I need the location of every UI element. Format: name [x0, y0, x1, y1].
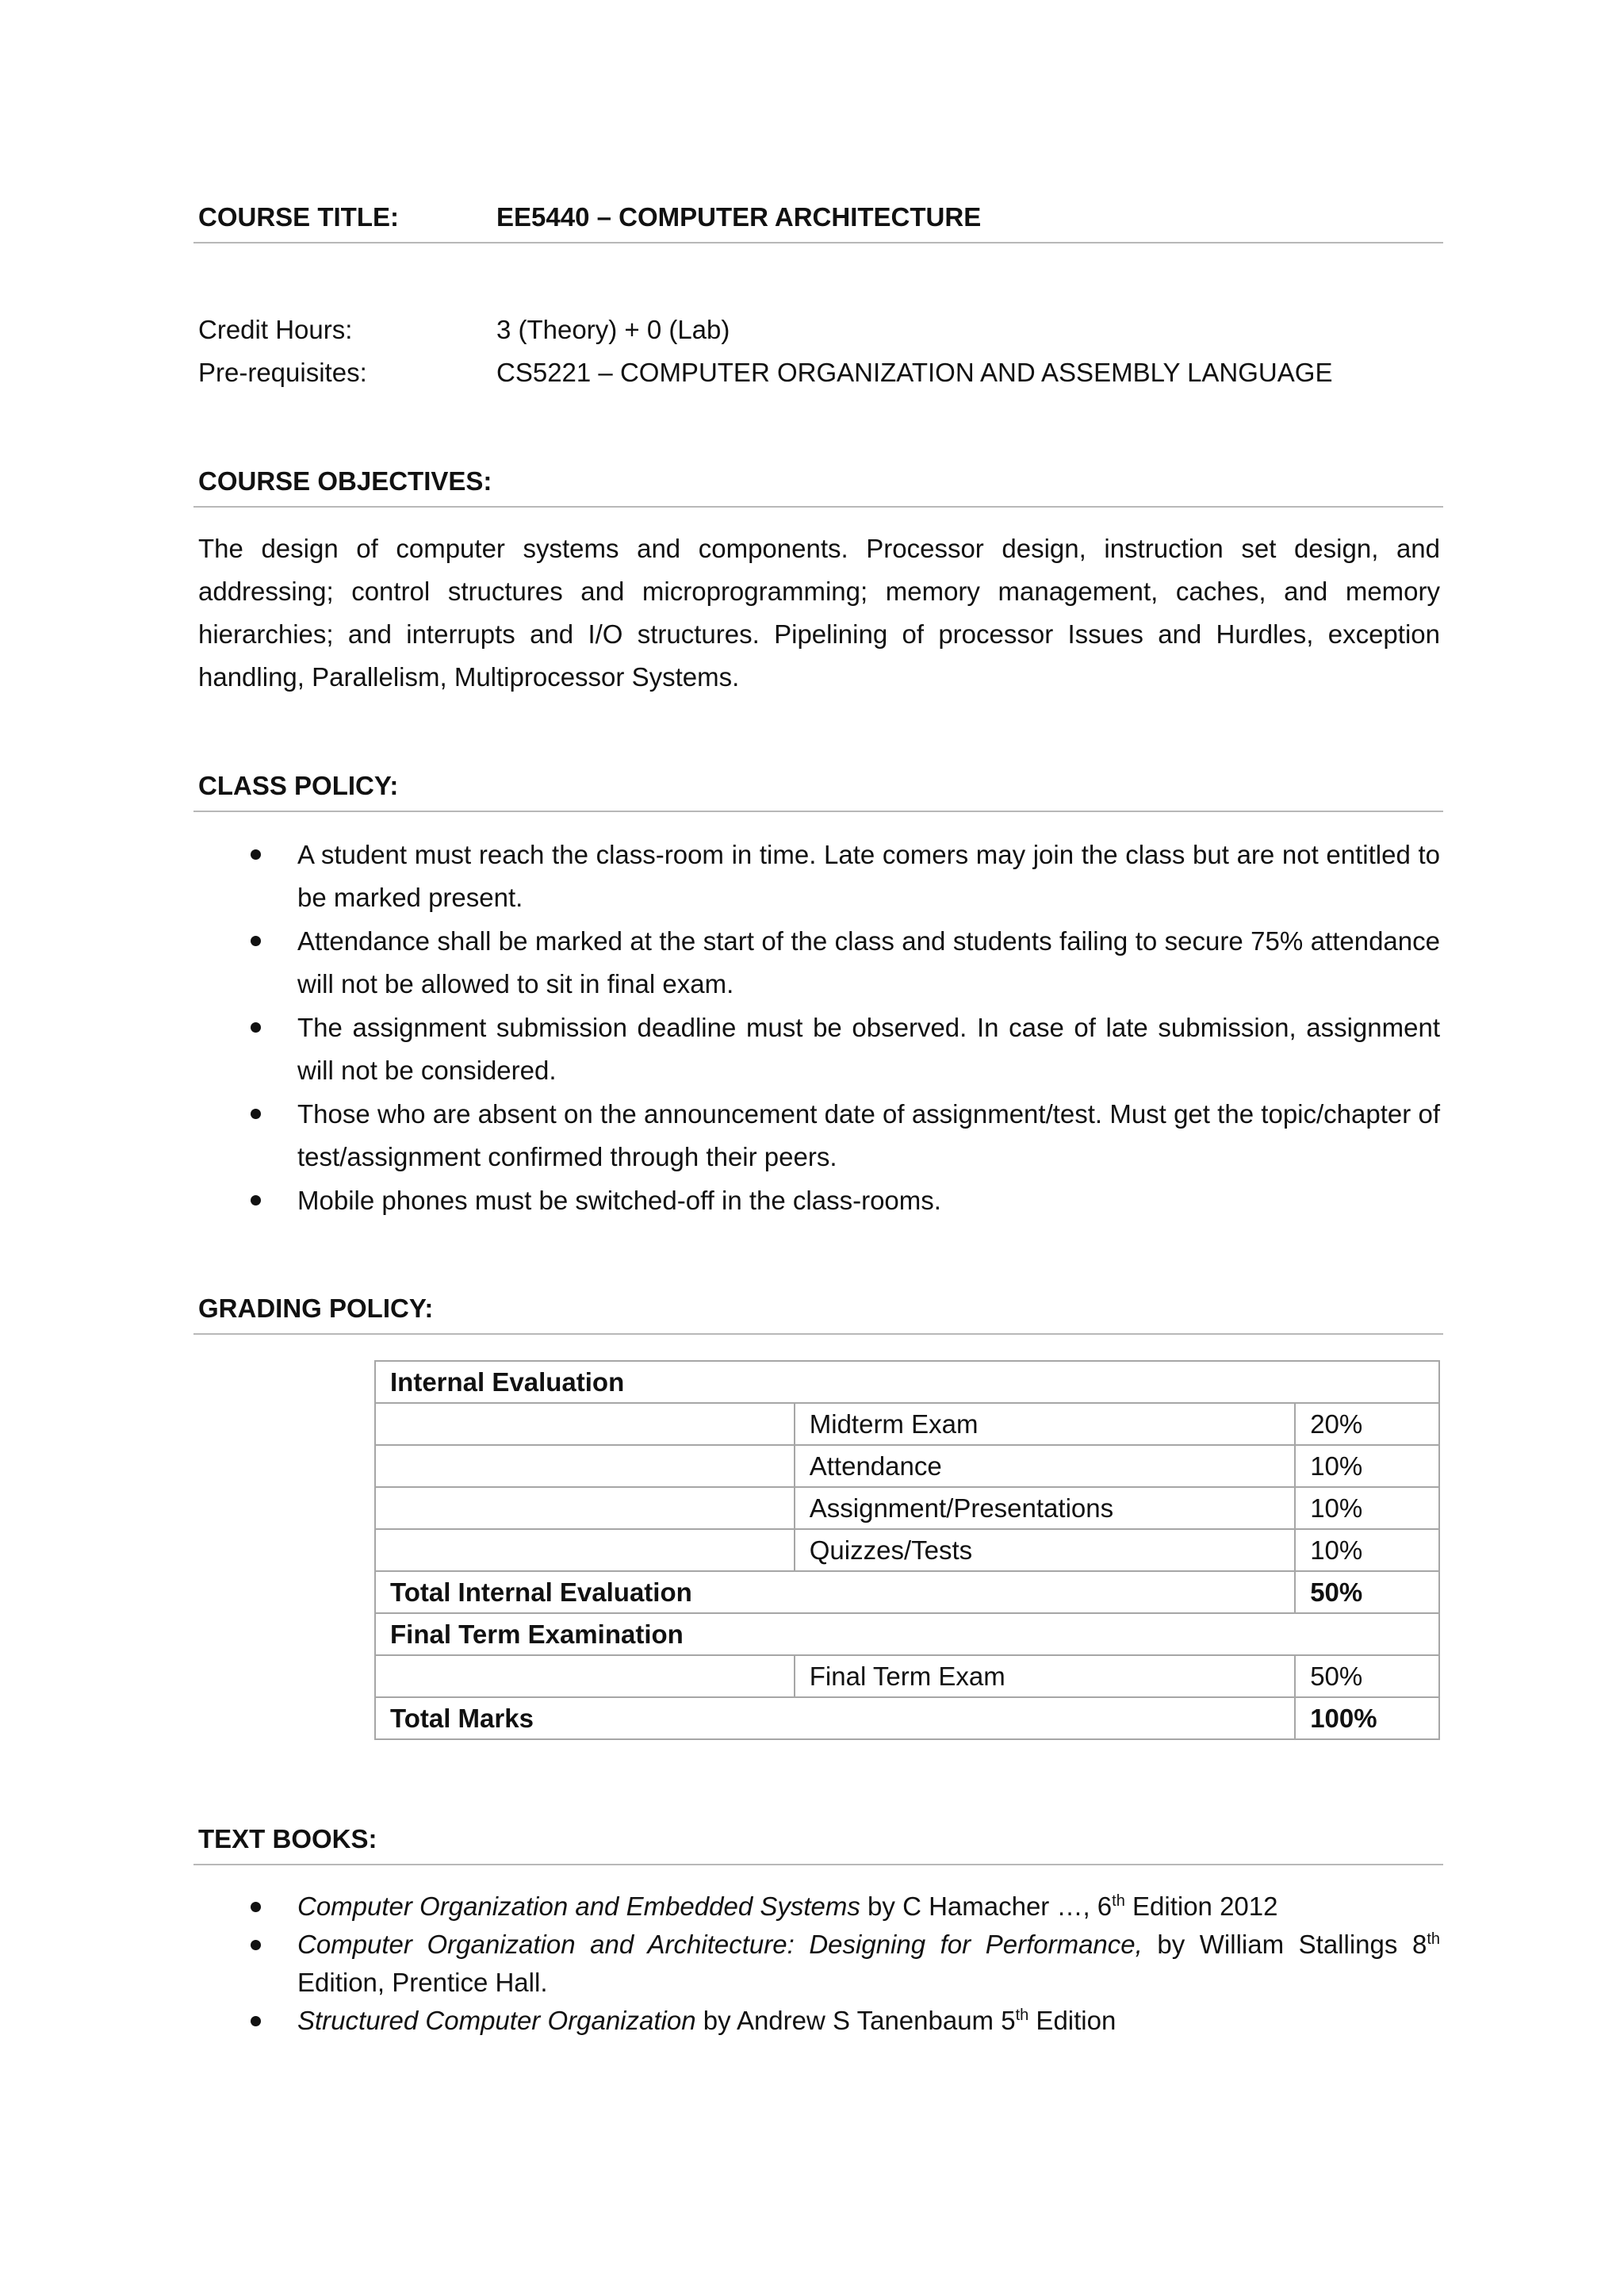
- total-internal-label: Total Internal Evaluation: [375, 1571, 1295, 1613]
- table-row: [375, 1487, 1439, 1529]
- table-row: [375, 1445, 1439, 1487]
- table-row: [375, 1697, 1439, 1739]
- bullet-icon: [251, 1195, 261, 1205]
- total-internal-weight: 50%: [1295, 1571, 1439, 1613]
- table-row: [375, 1529, 1439, 1571]
- component-weight: 10%: [1295, 1487, 1439, 1529]
- bullet-icon: [251, 1940, 261, 1950]
- component-weight: 10%: [1295, 1445, 1439, 1487]
- objectives-heading: COURSE OBJECTIVES:: [198, 466, 492, 496]
- book-superscript: th: [1015, 2007, 1029, 2024]
- empty-cell: [375, 1487, 795, 1529]
- prerequisites-value: CS5221 – COMPUTER ORGANIZATION AND ASSEMBLY LANGUAGE: [496, 358, 1333, 387]
- list-item: [198, 1179, 1440, 1222]
- empty-cell: [375, 1403, 795, 1445]
- table-row: [375, 1571, 1439, 1613]
- prerequisites-label: Pre-requisites:: [198, 358, 367, 387]
- component-name: Final Term Exam: [795, 1655, 1295, 1697]
- list-item: [198, 1093, 1440, 1179]
- table-row: [375, 1403, 1439, 1445]
- book-author: by William Stallings 8: [1142, 1930, 1427, 1959]
- component-name: Quizzes/Tests: [795, 1529, 1295, 1571]
- book-title: Computer Organization and Embedded Systems: [297, 1892, 860, 1921]
- book-superscript: th: [1427, 1930, 1440, 1948]
- credit-hours-value: 3 (Theory) + 0 (Lab): [496, 315, 730, 344]
- component-weight: 50%: [1295, 1655, 1439, 1697]
- book-author: by Andrew S Tanenbaum 5: [695, 2006, 1016, 2035]
- book-edition: Edition: [1028, 2006, 1116, 2035]
- grading-table: [374, 1360, 1440, 1740]
- list-item: [198, 920, 1440, 1006]
- course-title-rule: [193, 242, 1443, 243]
- bullet-icon: [251, 1902, 261, 1912]
- component-weight: 20%: [1295, 1403, 1439, 1445]
- book-edition: Edition, Prentice Hall.: [297, 1968, 548, 1997]
- list-item: [198, 1926, 1440, 2002]
- table-row: [375, 1655, 1439, 1697]
- class-policy-heading: CLASS POLICY:: [198, 771, 399, 800]
- table-row: [375, 1613, 1439, 1655]
- book-author: by C Hamacher …, 6: [860, 1892, 1113, 1921]
- class-policy-list: [198, 834, 1440, 1222]
- component-weight: 10%: [1295, 1529, 1439, 1571]
- policy-text: A student must reach the class-room in time. Late comers may join the class but are not entitled to be marked present.: [297, 840, 1440, 912]
- list-item: [198, 1006, 1440, 1092]
- bullet-icon: [251, 849, 261, 860]
- empty-cell: [375, 1529, 795, 1571]
- empty-cell: [375, 1445, 795, 1487]
- component-name: Assignment/Presentations: [795, 1487, 1295, 1529]
- course-title-value: EE5440 – COMPUTER ARCHITECTURE: [496, 202, 982, 232]
- policy-text: The assignment submission deadline must be observed. In case of late submission, assignment will not be considered.: [297, 1013, 1440, 1085]
- component-name: Attendance: [795, 1445, 1295, 1487]
- policy-text: Those who are absent on the announcement date of assignment/test. Must get the topic/chapter of test/assignment confirmed through their peers.: [297, 1099, 1440, 1171]
- internal-evaluation-heading: Internal Evaluation: [375, 1361, 1439, 1403]
- policy-text: Attendance shall be marked at the start of the class and students failing to secure 75% attendance will not be allowed to sit in final exam.: [297, 926, 1440, 999]
- bullet-icon: [251, 1109, 261, 1119]
- grading-policy-heading: GRADING POLICY:: [198, 1294, 434, 1323]
- list-item: [198, 1888, 1440, 1926]
- text-books-heading: TEXT BOOKS:: [198, 1824, 377, 1853]
- book-superscript: th: [1112, 1892, 1125, 1910]
- objectives-rule: [193, 506, 1443, 508]
- objectives-text: The design of computer systems and components. Processor design, instruction set design, and addressing; control structures and microprogramming; memory management, caches, and memory hierarchies; and interrupts and I/O structures. Pipelining of processor Issues and Hurdles, exception handling, Parallelism, Multiprocessor Systems.: [198, 534, 1440, 692]
- final-term-heading: Final Term Examination: [375, 1613, 1439, 1655]
- book-edition: Edition 2012: [1124, 1892, 1278, 1921]
- course-title-label: COURSE TITLE:: [198, 202, 399, 232]
- text-books-rule: [193, 1864, 1443, 1865]
- credit-hours-label: Credit Hours:: [198, 315, 353, 344]
- bullet-icon: [251, 936, 261, 946]
- text-books-list: [198, 1888, 1440, 2040]
- grading-policy-rule: [193, 1333, 1443, 1335]
- book-title: Structured Computer Organization: [297, 2006, 696, 2035]
- table-row: [375, 1361, 1439, 1403]
- component-name: Midterm Exam: [795, 1403, 1295, 1445]
- class-policy-rule: [193, 811, 1443, 812]
- policy-text: Mobile phones must be switched-off in the class-rooms.: [297, 1186, 941, 1215]
- total-marks-label: Total Marks: [375, 1697, 1295, 1739]
- empty-cell: [375, 1655, 795, 1697]
- bullet-icon: [251, 1022, 261, 1033]
- book-title: Computer Organization and Architecture: Designing for Performance,: [297, 1930, 1143, 1959]
- list-item: [198, 2002, 1440, 2040]
- list-item: [198, 834, 1440, 919]
- total-marks-weight: 100%: [1295, 1697, 1439, 1739]
- bullet-icon: [251, 2016, 261, 2026]
